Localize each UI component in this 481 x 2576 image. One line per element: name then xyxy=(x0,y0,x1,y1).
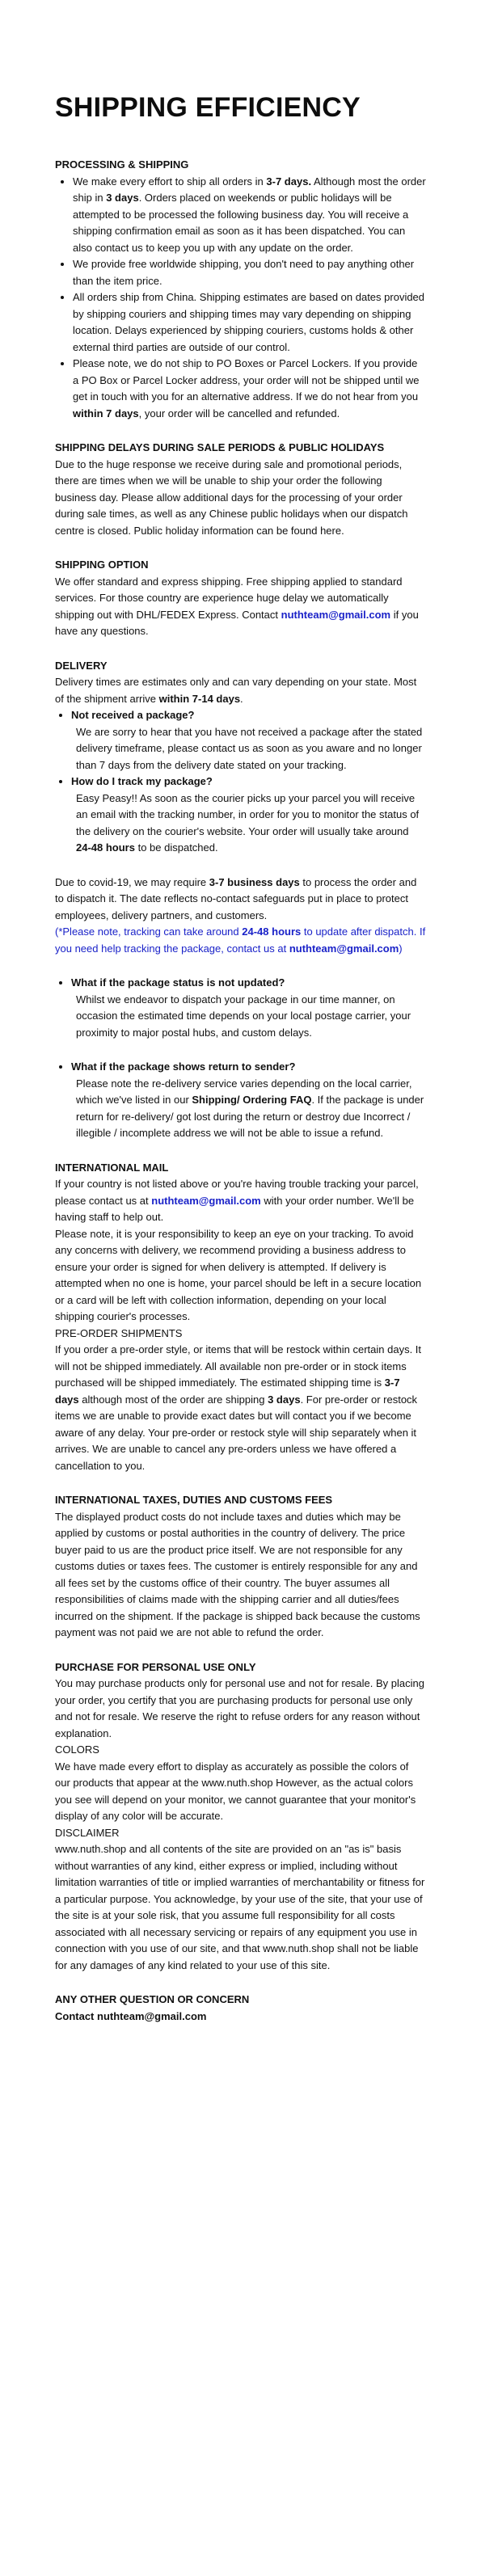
text: with your order number. We'll be having staff to help out. xyxy=(55,1194,415,1223)
text: Delivery times are estimates only and can vary depending on your state. Most of the shipment arrive xyxy=(55,676,417,705)
text-strong: within 7-14 days xyxy=(158,692,241,705)
international-heading: INTERNATIONAL MAIL xyxy=(55,1161,169,1174)
faq-answer xyxy=(71,1076,426,1142)
status-faq xyxy=(55,975,426,1041)
email-link[interactable]: nuthteam@gmail.com xyxy=(289,942,399,955)
option-text xyxy=(55,574,426,640)
text: although most of the order are shipping xyxy=(78,1393,268,1406)
text: . xyxy=(240,692,243,705)
text: Please note the re-delivery service varies depending on the local carrier, which we've listed in our xyxy=(76,1077,412,1106)
text: , your order will be cancelled and refunded. xyxy=(138,407,340,419)
processing-list xyxy=(55,174,426,423)
list-item xyxy=(73,356,426,422)
list-item xyxy=(73,174,426,257)
disclaimer-text: www.nuth.shop and all contents of the site are provided on an "as is" basis without warranties of any kind, either express or implied, including without limitation warranties of title or implied warranties of merchantability or fitness for a particular purpose. You acknowledge, by your use of the site, that your use of the site is at your sole risk, that you assume full responsibility for all costs associated with all necessary servicing or repairs of any equipment you use in connection with you use of our site, and that www.nuth.shop shall not be liable for any damages of any kind related to your use of this site. xyxy=(55,1843,425,1971)
text: Due to covid-19, we may require xyxy=(55,875,209,888)
faq-answer: We are sorry to hear that you have not received a package after the stated delivery timeframe, please contact us as soon as you aware and no longer than 7 days from the delivery date stated on your tracking. xyxy=(76,725,423,771)
faq-question-not-received xyxy=(71,707,426,774)
list-item: • All orders ship from China. Shipping estimates are based on dates provided by shipping couriers and shipping times may vary depending on shipping location. Delays experienced by shipping couriers, customs holds & other external third parties are outside of our control. xyxy=(73,289,426,356)
email-link[interactable]: nuthteam@gmail.com xyxy=(281,608,391,621)
text-strong: 3-7 days. xyxy=(266,175,312,188)
text: ) xyxy=(399,942,403,955)
delivery-faq xyxy=(55,707,426,857)
contact-text: Contact nuthteam@gmail.com xyxy=(55,2009,207,2022)
colors-text: We have made every effort to display as accurately as possible the colors of our products that appear at the www.nuth.shop However, as the actual colors you see will depend on your monitor, we cannot guarantee that your monitor's display of any color will be accurate. xyxy=(55,1760,416,1822)
text: If your country is not listed above or you're having trouble tracking your parcel, please contact us at xyxy=(55,1178,419,1207)
delivery-text xyxy=(55,674,426,707)
text: to be dispatched. xyxy=(134,841,218,854)
text-strong: 3 days xyxy=(106,192,139,204)
question: What if the package shows return to sender? xyxy=(71,1060,296,1073)
content xyxy=(55,157,426,2025)
question: How do I track my package? xyxy=(71,775,213,787)
text-strong: 3-7 business days xyxy=(209,875,300,888)
text: Easy Peasy!! As soon as the courier picks up your parcel you will receive an email with the tracking number, in order for you to monitor the status of the delivery on the courier's website. Your order will usually take around xyxy=(76,791,420,837)
taxes-heading: INTERNATIONAL TAXES, DUTIES AND CUSTOMS FEES xyxy=(55,1494,333,1506)
text: We offer standard and express shipping. Free shipping applied to standard services. For those country are experience huge delay we automatically shipping out with DHL/FEDEX Express. Contact xyxy=(55,575,403,621)
text: . If the package is under return for re-delivery/ got lost during the return or destroy due Incorrect / illegible / incomplete address we will not be able to issue a refund. xyxy=(76,1094,424,1139)
email-link[interactable]: nuthteam@gmail.com xyxy=(151,1194,261,1207)
other-heading: ANY OTHER QUESTION OR CONCERN xyxy=(55,1993,250,2005)
processing-heading: PROCESSING & SHIPPING xyxy=(55,158,189,171)
option-heading: SHIPPING OPTION xyxy=(55,559,149,571)
text: If you order a pre-order style, or items that will be restock within certain days. It will not be shipped immediately. All available non pre-order or in stock items purchased will be shipped immediately. The estimated shipping time is xyxy=(55,1343,422,1389)
text: to update after dispatch. If you need help tracking the package, contact us at xyxy=(55,925,426,955)
international-text-2: Please note, it is your responsibility to keep an eye on your tracking. To avoid any concerns with delivery, we recommend providing a business address to ensure your order is signed for when delivery is attempted. If delivery is attempted when no one is home, your parcel should be left in a secure location or a card will be left with collection information, depending on your local shipping courier's processes. xyxy=(55,1227,422,1322)
text: to process the order and to dispatch it. The date reflects no-contact safeguards put in place to protect employees, delivery partners, and customers. xyxy=(55,875,417,921)
covid-text xyxy=(55,875,426,925)
text-strong: 24-48 hours xyxy=(76,841,135,854)
preorder-text xyxy=(55,1342,426,1474)
disclaimer-heading: DISCLAIMER xyxy=(55,1826,120,1839)
text-strong: 3 days xyxy=(268,1393,301,1406)
personal-text: You may purchase products only for personal use and not for resale. By placing your order, you certify that you are purchasing products for personal use only and not for resale. We reserve the right to refuse orders for any reason without explanation. xyxy=(55,1677,424,1739)
delivery-heading: DELIVERY xyxy=(55,659,108,672)
text: if you have any questions. xyxy=(55,608,419,637)
text-strong: 3-7 days xyxy=(55,1377,400,1406)
faq-question-return xyxy=(71,1059,426,1142)
question: What if the package status is not updated? xyxy=(71,976,285,989)
return-faq xyxy=(55,1059,426,1142)
delays-heading: SHIPPING DELAYS DURING SALE PERIODS & PUBLIC HOLIDAYS xyxy=(55,441,385,453)
text: Please note, we do not ship to PO Boxes or Parcel Lockers. If you provide a PO Box or Parcel Locker address, your order will not be shipped until we get in touch with you for an alternative address. If we do not hear from you xyxy=(73,357,420,403)
text-strong: within 7 days xyxy=(73,407,139,419)
faq-question-status xyxy=(71,975,426,1041)
delays-text: Due to the huge response we receive during sale and promotional periods, there are times when we will be unable to ship your order the following business day. Please allow additional days for the processing of your order during sale times, as well as any Chinese public holidays when our dispatch centre is closed. Public holiday information can be found here. xyxy=(55,457,408,537)
text: . Orders placed on weekends or public holidays will be attempted to be processed the following business day. You will receive a shipping confirmation email as soon as it has been dispatched. You can also contact us to keep you up with any update on the order. xyxy=(73,192,409,254)
text-strong: 24-48 hours xyxy=(242,925,302,938)
list-item: • We provide free worldwide shipping, you don't need to pay anything other than the item price. xyxy=(73,256,426,289)
preorder-heading: PRE-ORDER SHIPMENTS xyxy=(55,1326,183,1339)
text: Although most the order ship in xyxy=(73,175,426,204)
covid-note xyxy=(55,924,426,957)
text: (*Please note, tracking can take around xyxy=(55,925,243,938)
faq-question-track xyxy=(71,774,426,857)
faq-answer: Whilst we endeavor to dispatch your package in our time manner, on occasion the estimated time depends on your local postage carrier, your proximity to major postal hubs, and custom delays. xyxy=(76,993,411,1039)
faq-link[interactable]: Shipping/ Ordering FAQ xyxy=(192,1094,312,1106)
question: Not received a package? xyxy=(71,709,195,721)
text: We make every effort to ship all orders in xyxy=(73,175,267,188)
taxes-text: The displayed product costs do not include taxes and duties which may be applied by customs or postal authorities in the country of delivery. The price buyer paid to us are the product price itself. We are not responsible for any customs duties or taxes fees. The customer is entirely responsible for any and all fees set by the customs office of their country. The buyer assumes all responsibilities of claims made with the shipping carrier and all duties/fees incurred on the shipment. If the package is shipped back because the customs payment was not paid we are not able to refund the order. xyxy=(55,1510,420,1638)
personal-heading: PURCHASE FOR PERSONAL USE ONLY xyxy=(55,1660,256,1673)
text: . For pre-order or restock items we are unable to provide exact dates but will contact you if we become aware of any delay. Your pre-order or restock style will ship separately when it arrives. We are unable to cancel any pre-orders unless we have offered a cancellation to you. xyxy=(55,1393,418,1472)
colors-heading: COLORS xyxy=(55,1743,99,1756)
international-text xyxy=(55,1176,426,1226)
faq-answer xyxy=(71,791,426,857)
page-title: SHIPPING EFFICIENCY xyxy=(55,92,361,123)
